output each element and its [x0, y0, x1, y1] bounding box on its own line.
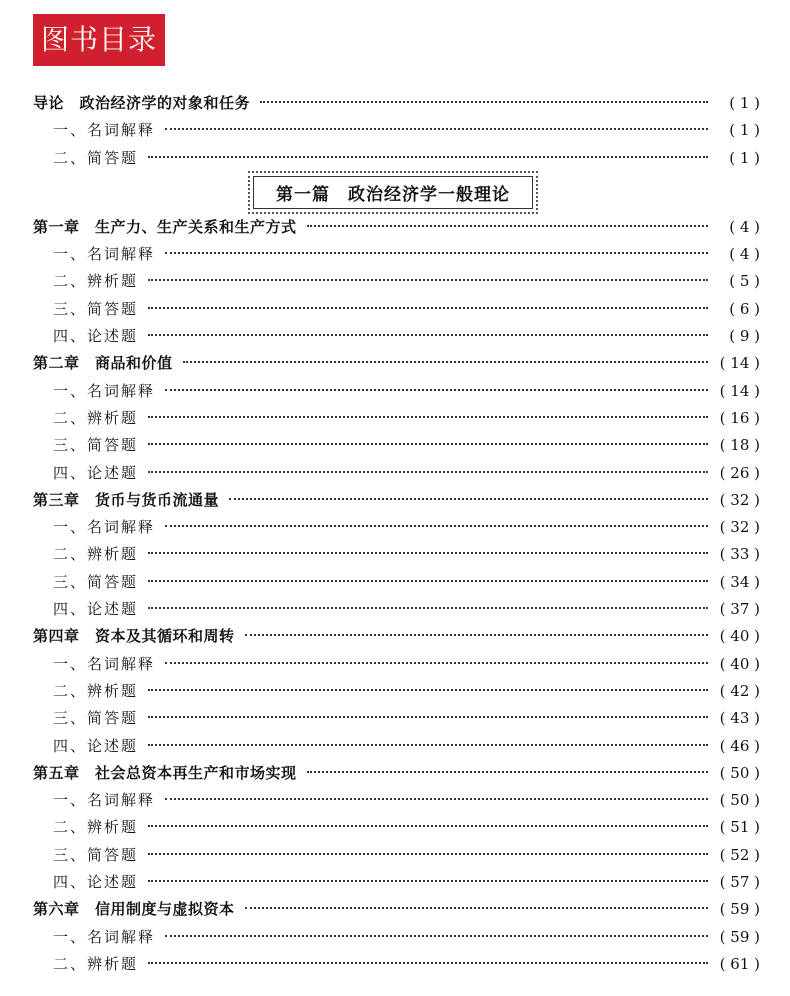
toc-section[interactable] — [33, 705, 760, 732]
toc-section[interactable] — [33, 842, 760, 869]
toc-section[interactable] — [33, 814, 760, 841]
toc-chapter-label: 第五章 社会总资本再生产和市场实现 — [33, 763, 297, 782]
dot-leader — [148, 580, 708, 582]
toc-chapter-label: 导论 政治经济学的对象和任务 — [33, 94, 251, 112]
dot-leader — [148, 279, 708, 281]
toc-section-label: 一、名词解释 — [53, 245, 156, 264]
toc-page-number: ( 33 ) — [719, 545, 760, 564]
dot-leader — [307, 771, 708, 773]
toc-page-number: ( 26 ) — [719, 463, 760, 482]
toc-section[interactable] — [33, 323, 760, 350]
toc-section[interactable] — [33, 296, 760, 323]
toc-chapter-3[interactable] — [33, 487, 760, 514]
dot-leader — [148, 880, 708, 882]
toc-page-number: ( 14 ) — [719, 381, 760, 400]
dot-leader — [148, 853, 708, 855]
part-heading-row — [243, 172, 543, 214]
toc-section[interactable] — [33, 117, 760, 144]
dot-leader — [165, 252, 708, 254]
toc-chapter-label: 第四章 资本及其循环和周转 — [33, 627, 235, 646]
part-heading-banner[interactable]: 第一篇 政治经济学一般理论 — [253, 176, 533, 209]
toc-section[interactable] — [33, 241, 760, 268]
dot-leader — [148, 471, 708, 473]
toc-section-label: 二、辨析题 — [53, 954, 139, 973]
toc-section[interactable] — [33, 869, 760, 896]
dot-leader — [148, 334, 708, 336]
toc-section-label: 二、辨析题 — [53, 272, 139, 291]
dot-leader — [165, 935, 708, 937]
toc-section-label: 一、名词解释 — [53, 121, 156, 140]
toc-page-number: ( 50 ) — [719, 791, 760, 810]
toc-section[interactable] — [33, 405, 760, 432]
dot-leader — [148, 552, 708, 554]
toc-chapter-label: 第六章 信用制度与虚拟资本 — [33, 900, 235, 919]
toc-page-number: ( 57 ) — [719, 873, 760, 892]
dot-leader — [165, 128, 708, 130]
toc-section-label: 四、论述题 — [53, 327, 139, 346]
toc-section-label: 三、简答题 — [53, 709, 139, 728]
page-title-badge: 图书目录 — [33, 14, 165, 66]
toc-page-number: ( 50 ) — [719, 763, 760, 782]
dot-leader — [165, 662, 708, 664]
toc-page-number: ( 18 ) — [719, 436, 760, 455]
dot-leader — [148, 744, 708, 746]
dot-leader — [148, 607, 708, 609]
toc-page-number: ( 59 ) — [719, 900, 760, 919]
toc-section-label: 一、名词解释 — [53, 927, 156, 946]
toc-page-number: ( 16 ) — [719, 408, 760, 427]
dot-leader — [148, 156, 708, 158]
toc-section-label: 四、论述题 — [53, 736, 139, 755]
toc-section[interactable] — [33, 541, 760, 568]
toc-page-number: ( 59 ) — [719, 927, 760, 946]
toc-section-label: 一、名词解释 — [53, 654, 156, 673]
toc-page-number: ( 34 ) — [719, 572, 760, 591]
dot-leader — [245, 907, 708, 909]
toc-section-label: 三、简答题 — [53, 436, 139, 455]
dot-leader — [165, 525, 708, 527]
toc-section-label: 一、名词解释 — [53, 518, 156, 537]
toc-section[interactable] — [33, 145, 760, 172]
toc-section-label: 四、论述题 — [53, 873, 139, 892]
toc-section-label: 二、简答题 — [53, 148, 139, 167]
dot-leader — [165, 798, 708, 800]
toc-page-number: ( 46 ) — [719, 736, 760, 755]
toc-page-number: ( 61 ) — [719, 954, 760, 973]
toc-page-number: ( 32 ) — [719, 518, 760, 537]
toc-page-number: ( 51 ) — [719, 818, 760, 837]
toc-chapter-2[interactable] — [33, 350, 760, 377]
dot-leader — [148, 689, 708, 691]
dot-leader — [148, 962, 708, 964]
dot-leader — [148, 825, 708, 827]
toc-section[interactable] — [33, 678, 760, 705]
toc-page-number: ( 1 ) — [729, 148, 760, 167]
toc-section[interactable] — [33, 378, 760, 405]
toc-section-label: 三、简答题 — [53, 299, 139, 318]
dot-leader — [148, 416, 708, 418]
dot-leader — [183, 361, 708, 363]
dot-leader — [245, 634, 708, 636]
toc-chapter-label: 第二章 商品和价值 — [33, 354, 173, 373]
dot-leader — [148, 307, 708, 309]
dot-leader — [307, 225, 708, 227]
toc-page-number: ( 5 ) — [729, 272, 760, 291]
toc-section-label: 一、名词解释 — [53, 381, 156, 400]
toc-chapter-6[interactable] — [33, 896, 760, 923]
toc-page-number: ( 4 ) — [729, 217, 760, 236]
toc-section-label: 三、简答题 — [53, 572, 139, 591]
toc-page-number: ( 9 ) — [729, 327, 760, 346]
dot-leader — [165, 389, 708, 391]
dot-leader — [260, 101, 708, 103]
toc-chapter-label: 第三章 货币与货币流通量 — [33, 490, 220, 509]
toc-page-number: ( 42 ) — [719, 681, 760, 700]
toc-page-number: ( 52 ) — [719, 845, 760, 864]
dot-leader — [229, 498, 708, 500]
toc-section-label: 四、论述题 — [53, 600, 139, 619]
toc-section[interactable] — [33, 460, 760, 487]
toc-page-number: ( 1 ) — [729, 94, 760, 112]
toc-section[interactable] — [33, 951, 760, 978]
toc-section[interactable] — [33, 596, 760, 623]
toc-section-label: 二、辨析题 — [53, 818, 139, 837]
dot-leader — [148, 716, 708, 718]
toc-chapter-5[interactable] — [33, 760, 760, 787]
toc-section[interactable] — [33, 514, 760, 541]
toc-page-number: ( 37 ) — [719, 600, 760, 619]
toc-page-number: ( 40 ) — [719, 627, 760, 646]
toc-page-number: ( 43 ) — [719, 709, 760, 728]
toc-section-label: 一、名词解释 — [53, 791, 156, 810]
toc-section-label: 二、辨析题 — [53, 408, 139, 427]
toc-section-label: 三、简答题 — [53, 845, 139, 864]
toc-section[interactable] — [33, 268, 760, 295]
toc-page-number: ( 14 ) — [719, 354, 760, 373]
toc-section-label: 二、辨析题 — [53, 545, 139, 564]
toc-page-number: ( 40 ) — [719, 654, 760, 673]
dot-leader — [148, 443, 708, 445]
toc-page-number: ( 1 ) — [729, 121, 760, 140]
toc-section[interactable] — [33, 733, 760, 760]
toc-section[interactable] — [33, 651, 760, 678]
toc-section-label: 四、论述题 — [53, 463, 139, 482]
toc-section[interactable] — [33, 924, 760, 951]
toc-section-label: 二、辨析题 — [53, 681, 139, 700]
toc-chapter-4[interactable] — [33, 623, 760, 650]
toc-page-number: ( 32 ) — [719, 490, 760, 509]
toc-chapter-1[interactable] — [33, 214, 760, 241]
toc-page-number: ( 4 ) — [729, 245, 760, 264]
toc-section[interactable] — [33, 432, 760, 459]
toc-chapter-intro[interactable] — [33, 90, 760, 117]
toc-section[interactable] — [33, 569, 760, 596]
table-of-contents — [33, 90, 760, 978]
toc-page-number: ( 6 ) — [729, 299, 760, 318]
toc-section[interactable] — [33, 787, 760, 814]
toc-chapter-label: 第一章 生产力、生产关系和生产方式 — [33, 217, 297, 236]
